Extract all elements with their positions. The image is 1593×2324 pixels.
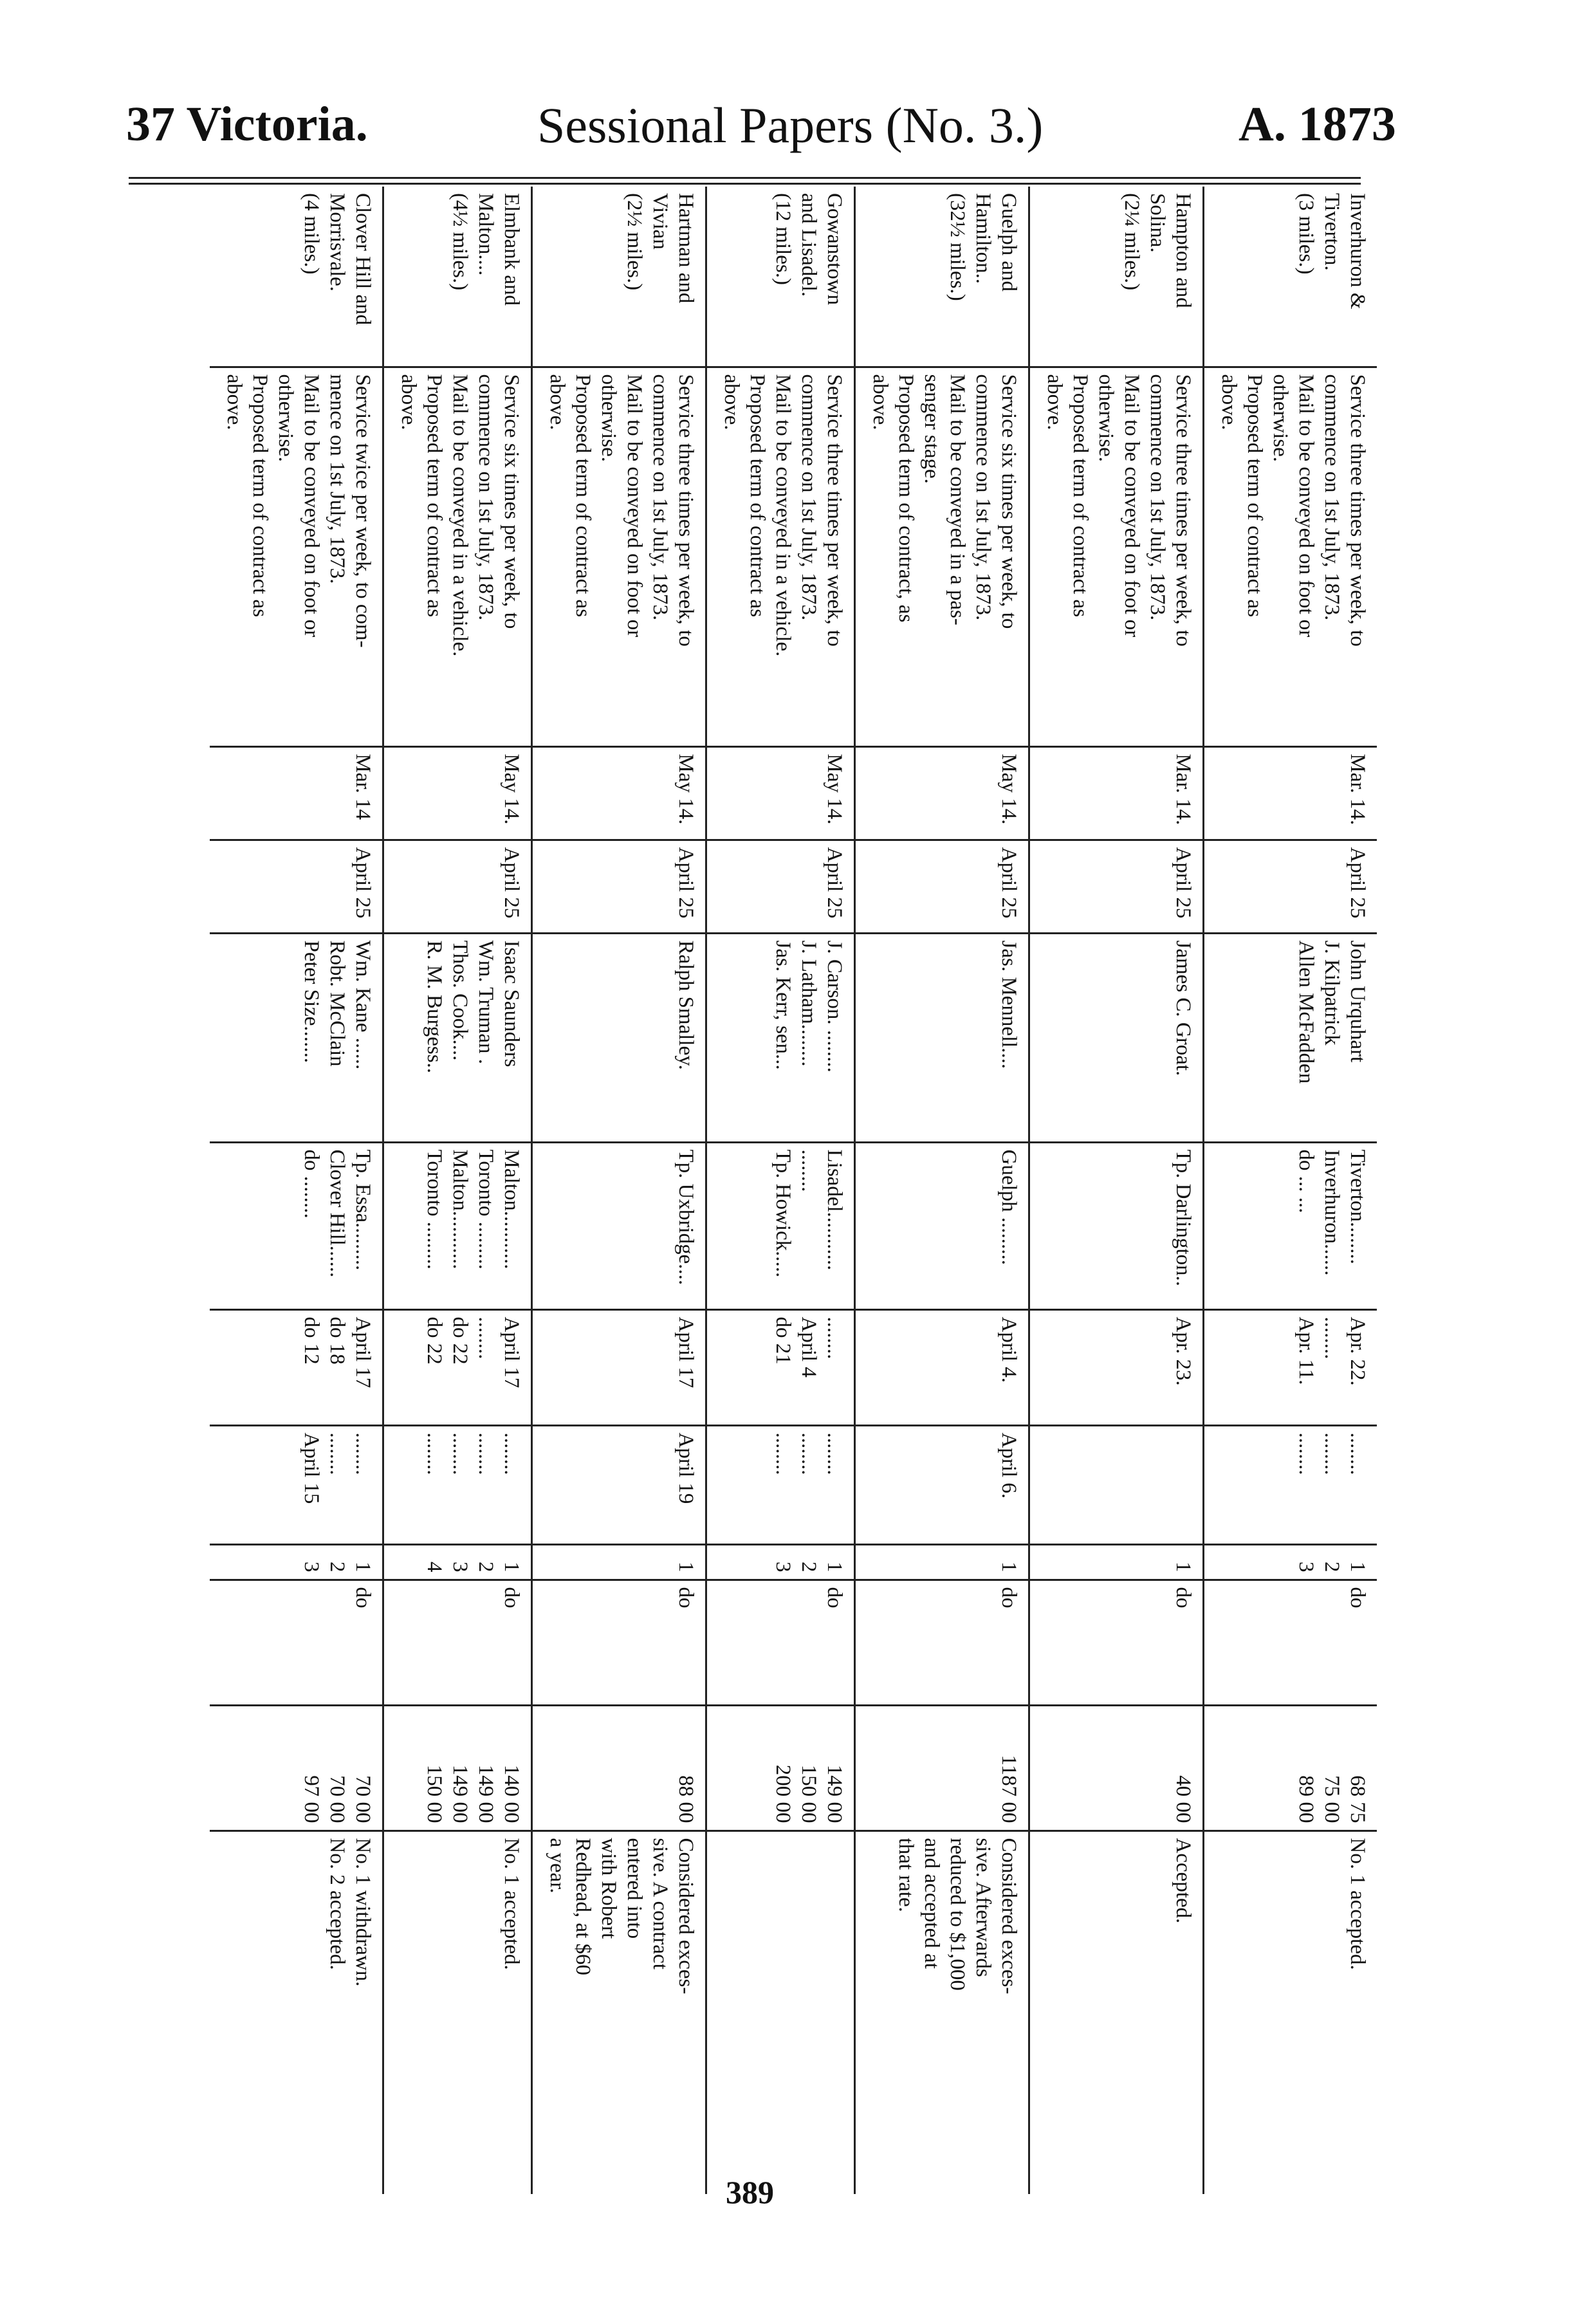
names-line: Wm. Truman . — [474, 940, 497, 1065]
service-line: above. — [1043, 374, 1066, 430]
route-line: (4 miles.) — [300, 193, 323, 275]
residence-line: Tp. Darlington.. — [1172, 1149, 1195, 1287]
dated-line: ........ — [474, 1316, 497, 1360]
remarks-line: sive. A contract — [649, 1838, 672, 1969]
closed-cell: April 25 — [1029, 840, 1204, 933]
residence-line: Inverhuron...... — [1320, 1149, 1343, 1276]
remarks-line: Considered exces- — [997, 1838, 1020, 1995]
amount-line: 70 00 — [326, 1775, 349, 1823]
received-line: ........ — [500, 1432, 523, 1475]
number-cell — [210, 1544, 383, 1580]
table-row — [383, 187, 532, 2194]
service-line: Service three times per week, to — [1172, 374, 1195, 647]
service-line: Proposed term of contract as — [1243, 374, 1266, 618]
service-cell — [855, 367, 1029, 746]
term-line: do — [1172, 1587, 1195, 1609]
service-line: otherwise. — [1094, 374, 1118, 463]
remarks-line: that rate. — [894, 1838, 917, 1912]
residence-line: Clover Hill...... — [326, 1149, 349, 1278]
closed-cell: April 25 — [855, 840, 1029, 933]
service-line: commence on 1st July, 1873. — [971, 374, 995, 621]
service-cell — [383, 367, 532, 746]
route-line: Guelph and — [997, 193, 1020, 292]
route-line: Hampton and — [1172, 193, 1195, 308]
dated-line: April 17 — [351, 1316, 374, 1388]
route-line: and Lisadel. — [797, 193, 820, 297]
names-cell — [532, 933, 706, 1142]
remarks-cell — [383, 1831, 532, 2194]
service-line: otherwise. — [1269, 374, 1292, 463]
number-line: 2 — [1320, 1562, 1343, 1572]
amount-line: 149 00 — [448, 1764, 472, 1823]
tender-table-body — [210, 187, 1377, 2194]
amount-cell — [532, 1705, 706, 1831]
service-line: Proposed term of contract as — [746, 374, 769, 618]
residence-line: do ... ... — [1294, 1149, 1318, 1213]
names-line: Allen McFadden — [1294, 940, 1318, 1084]
names-line: Robt. McClain — [326, 940, 349, 1067]
received-cell — [532, 1425, 706, 1544]
received-cell — [210, 1425, 383, 1544]
names-cell — [1029, 933, 1204, 1142]
route-line: Clover Hill and — [351, 193, 374, 326]
residence-line: Tiverton........ — [1346, 1149, 1369, 1264]
received-line: ........ — [1346, 1432, 1369, 1475]
amount-cell — [1029, 1705, 1204, 1831]
number-cell — [1029, 1544, 1204, 1580]
amount-line: 150 00 — [423, 1764, 446, 1823]
remarks-line: entered into — [623, 1838, 646, 1939]
amount-line: 97 00 — [300, 1775, 323, 1823]
service-line: commence on 1st July, 1873. — [474, 374, 497, 621]
header-title: Sessional Papers (No. 3.) — [537, 97, 1044, 153]
term-cell — [855, 1580, 1029, 1705]
service-cell — [210, 367, 383, 746]
dated-line: ........ — [1320, 1316, 1343, 1360]
dated-cell — [210, 1309, 383, 1425]
residence-line: Malton........... — [448, 1149, 472, 1269]
route-cell — [706, 187, 855, 367]
received-line: ........ — [1294, 1432, 1318, 1475]
number-line: 1 — [823, 1562, 846, 1572]
dated-line: do 21 — [771, 1316, 795, 1365]
remarks-cell — [1029, 1831, 1204, 2194]
amount-line: 200 00 — [771, 1764, 795, 1823]
route-line: Vivian — [649, 193, 672, 250]
route-line: Solina. — [1146, 193, 1169, 253]
residence-line: Toronto ......... — [423, 1149, 446, 1270]
amount-line: 68 75 — [1346, 1775, 1369, 1823]
service-line: Service six times per week, to — [500, 374, 523, 629]
amount-cell — [210, 1705, 383, 1831]
header-right: A. 1873 — [1238, 97, 1396, 151]
residence-cell — [383, 1142, 532, 1309]
service-line: Service three times per week, to — [823, 374, 846, 647]
dated-line: April 17 — [500, 1316, 523, 1388]
term-cell — [210, 1580, 383, 1705]
received-line: ........ — [326, 1432, 349, 1475]
dated-cell — [855, 1309, 1029, 1425]
tender-table-rotated — [129, 187, 1377, 2194]
route-cell — [532, 187, 706, 367]
number-line: 4 — [423, 1562, 446, 1572]
service-cell — [1204, 367, 1377, 746]
dated-line: Apr. 23. — [1172, 1316, 1195, 1386]
term-line: do — [823, 1587, 846, 1609]
remarks-cell — [1204, 1831, 1377, 2194]
route-cell — [855, 187, 1029, 367]
service-line: above. — [397, 374, 420, 430]
route-line: Hamilton.. — [971, 193, 995, 284]
term-line: do — [500, 1587, 523, 1609]
dated-line: April 17 — [674, 1316, 697, 1388]
number-line: 1 — [1346, 1562, 1369, 1572]
number-line: 1 — [351, 1562, 374, 1572]
service-line: commence on 1st July, 1873. — [797, 374, 820, 621]
remarks-line: sive. Afterwards — [971, 1838, 995, 1977]
service-line: commence on 1st July, 1873. — [1146, 374, 1169, 621]
service-line: Proposed term of contract as — [1069, 374, 1092, 618]
route-line: Tiverton. — [1320, 193, 1343, 271]
names-cell — [706, 933, 855, 1142]
received-line: April 15 — [300, 1432, 323, 1504]
residence-line: ........ — [797, 1149, 820, 1192]
names-cell — [210, 933, 383, 1142]
service-line: Mail to be conveyed on foot or — [1120, 374, 1143, 638]
residence-line: Tp. Essa......... — [351, 1149, 374, 1271]
names-line: Peter Size....... — [300, 940, 323, 1064]
names-line: Wm. Kane ...... — [351, 940, 374, 1070]
amount-line: 149 00 — [474, 1764, 497, 1823]
number-line: 2 — [797, 1562, 820, 1572]
number-cell — [532, 1544, 706, 1580]
dated-line: ........ — [823, 1316, 846, 1360]
dated-line: April 4. — [997, 1316, 1020, 1383]
received-line: ........ — [448, 1432, 472, 1475]
names-cell — [383, 933, 532, 1142]
route-line: Elmbank and — [500, 193, 523, 306]
table-row — [855, 187, 1029, 2194]
table-row — [706, 187, 855, 2194]
header-left: 37 Victoria. — [126, 97, 368, 151]
closed-cell: April 25 — [532, 840, 706, 933]
dated-line: do 12 — [300, 1316, 323, 1365]
number-cell — [1204, 1544, 1377, 1580]
advertised-cell: May 14. — [532, 746, 706, 840]
remarks-cell — [706, 1831, 855, 2194]
amount-line: 70 00 — [351, 1775, 374, 1823]
service-line: Proposed term of contract as — [248, 374, 272, 618]
term-line: do — [351, 1587, 374, 1609]
route-line: (2½ miles.) — [623, 193, 646, 291]
table-row — [1029, 187, 1204, 2194]
remarks-line: Accepted. — [1172, 1838, 1195, 1924]
amount-line: 150 00 — [797, 1764, 820, 1823]
names-line: James C. Groat. — [1172, 940, 1195, 1076]
names-line: Ralph Smalley. — [674, 940, 697, 1070]
received-line: ........ — [771, 1432, 795, 1475]
dated-line: Apr. 11. — [1294, 1316, 1318, 1385]
dated-line: do 22 — [423, 1316, 446, 1365]
service-line: Mail to be conveyed in a vehicle. — [448, 374, 472, 657]
service-line: otherwise. — [597, 374, 620, 463]
advertised-cell: Mar. 14. — [1204, 746, 1377, 840]
closed-cell: April 25 — [1204, 840, 1377, 933]
number-line: 1 — [1172, 1562, 1195, 1572]
received-line: April 6. — [997, 1432, 1020, 1499]
residence-line: Tp. Howick..... — [771, 1149, 795, 1278]
route-line: (12 miles.) — [771, 193, 795, 285]
service-line: Service twice per week, to com- — [351, 374, 374, 648]
route-line: (3 miles.) — [1294, 193, 1318, 275]
dated-line: do 22 — [448, 1316, 472, 1365]
header-rule-top — [129, 177, 1361, 179]
service-line: above. — [720, 374, 743, 430]
received-cell — [1204, 1425, 1377, 1544]
residence-cell — [855, 1142, 1029, 1309]
residence-cell — [1204, 1142, 1377, 1309]
names-line: J. Kilpatrick — [1320, 940, 1343, 1046]
residence-line: do ........ — [300, 1149, 323, 1219]
remarks-line: a year. — [546, 1838, 569, 1894]
number-line: 2 — [326, 1562, 349, 1572]
service-line: above. — [1217, 374, 1240, 430]
route-line: (2¼ miles.) — [1120, 193, 1143, 291]
residence-line: Tp. Uxbridge.... — [674, 1149, 697, 1286]
route-line: Inverhuron & — [1346, 193, 1369, 309]
service-line: Proposed term of contract, as — [894, 374, 917, 623]
term-cell — [706, 1580, 855, 1705]
service-cell — [706, 367, 855, 746]
term-line: do — [1346, 1587, 1369, 1609]
names-line: R. M. Burgess.. — [423, 940, 446, 1074]
dated-cell — [532, 1309, 706, 1425]
names-line: Jas. Kerr, sen... — [771, 940, 795, 1070]
names-line: Isaac Saunders — [500, 940, 523, 1067]
service-line: above. — [223, 374, 246, 430]
remarks-line: No. 1 withdrawn. — [351, 1838, 374, 1987]
route-cell — [210, 187, 383, 367]
received-line: ........ — [474, 1432, 497, 1475]
names-line: J. Latham........ — [797, 940, 820, 1067]
remarks-line: Considered exces- — [674, 1838, 697, 1995]
term-cell — [383, 1580, 532, 1705]
dated-line: April 4 — [797, 1316, 820, 1378]
amount-line: 40 00 — [1172, 1775, 1195, 1823]
table-row — [1204, 187, 1377, 2194]
advertised-cell: Mar. 14 — [210, 746, 383, 840]
number-cell — [383, 1544, 532, 1580]
route-cell — [383, 187, 532, 367]
closed-cell: April 25 — [210, 840, 383, 933]
number-line: 3 — [448, 1562, 472, 1572]
number-line: 1 — [997, 1562, 1020, 1572]
residence-cell — [210, 1142, 383, 1309]
service-line: mence on 1st July, 1873. — [326, 374, 349, 584]
received-cell — [855, 1425, 1029, 1544]
service-line: Mail to be conveyed in a vehicle. — [771, 374, 795, 657]
amount-cell — [1204, 1705, 1377, 1831]
dated-cell — [706, 1309, 855, 1425]
remarks-line: No. 1 accepted. — [1346, 1838, 1369, 1970]
amount-line: 89 00 — [1294, 1775, 1318, 1823]
page-number: 389 — [726, 2174, 774, 2210]
route-cell — [1029, 187, 1204, 367]
number-line: 3 — [771, 1562, 795, 1572]
service-line: Service three times per week, to — [674, 374, 697, 647]
remarks-line: No. 1 accepted. — [500, 1838, 523, 1970]
dated-line: do 18 — [326, 1316, 349, 1365]
service-cell — [532, 367, 706, 746]
term-cell — [532, 1580, 706, 1705]
names-line: John Urquhart — [1346, 940, 1369, 1063]
received-line: April 19 — [674, 1432, 697, 1504]
number-line: 1 — [674, 1562, 697, 1572]
service-line: Proposed term of contract as — [423, 374, 446, 618]
dated-line: Apr. 22. — [1346, 1316, 1369, 1386]
remarks-line: and accepted at — [920, 1838, 943, 1969]
term-line: do — [674, 1587, 697, 1609]
number-line: 2 — [474, 1562, 497, 1572]
names-cell — [1204, 933, 1377, 1142]
table-row — [532, 187, 706, 2194]
amount-line: 1187 00 — [997, 1755, 1020, 1823]
residence-line: Lisadel........... — [823, 1149, 846, 1271]
received-line: ........ — [423, 1432, 446, 1475]
service-line: Mail to be conveyed in a pas- — [946, 374, 969, 625]
dated-cell — [1204, 1309, 1377, 1425]
advertised-cell: May 14. — [706, 746, 855, 840]
remarks-cell — [532, 1831, 706, 2194]
amount-cell — [855, 1705, 1029, 1831]
dated-cell — [383, 1309, 532, 1425]
route-line: Morrisvale. — [326, 193, 349, 292]
table-row — [210, 187, 383, 2194]
amount-line: 88 00 — [674, 1775, 697, 1823]
service-line: Mail to be conveyed on foot or — [1294, 374, 1318, 638]
names-cell — [855, 933, 1029, 1142]
service-line: Mail to be conveyed on foot or — [300, 374, 323, 638]
route-line: (4½ miles.) — [448, 193, 472, 291]
received-cell — [706, 1425, 855, 1544]
remarks-cell — [855, 1831, 1029, 2194]
received-line: ........ — [351, 1432, 374, 1475]
amount-cell — [383, 1705, 532, 1831]
term-line: do — [997, 1587, 1020, 1609]
service-line: senger stage. — [920, 374, 943, 484]
amount-line: 75 00 — [1320, 1775, 1343, 1823]
service-line: above. — [546, 374, 569, 430]
residence-cell — [706, 1142, 855, 1309]
residence-line: Toronto ......... — [474, 1149, 497, 1270]
residence-cell — [532, 1142, 706, 1309]
dated-cell — [1029, 1309, 1204, 1425]
route-line: Gowanstown — [823, 193, 846, 306]
advertised-cell: Mar. 14. — [1029, 746, 1204, 840]
remarks-line: reduced to $1,000 — [946, 1838, 969, 1991]
received-line: ........ — [1320, 1432, 1343, 1475]
service-line: Proposed term of contract as — [571, 374, 594, 618]
header-rule-bottom — [129, 183, 1361, 185]
service-line: otherwise. — [274, 374, 297, 463]
term-cell — [1029, 1580, 1204, 1705]
number-line: 3 — [1294, 1562, 1318, 1572]
received-line: ........ — [797, 1432, 820, 1475]
amount-line: 149 00 — [823, 1764, 846, 1823]
route-line: Hartman and — [674, 193, 697, 304]
route-line: Malton.... — [474, 193, 497, 276]
advertised-cell: May 14. — [383, 746, 532, 840]
number-cell — [706, 1544, 855, 1580]
route-cell — [1204, 187, 1377, 367]
names-line: Jas. Mennell.... — [997, 940, 1020, 1069]
names-line: Thos. Cook.... — [448, 940, 472, 1061]
remarks-line: with Robert — [597, 1838, 620, 1939]
advertised-cell: May 14. — [855, 746, 1029, 840]
received-line: ........ — [823, 1432, 846, 1475]
residence-line: Guelph ......... — [997, 1149, 1020, 1266]
service-cell — [1029, 367, 1204, 746]
amount-cell — [706, 1705, 855, 1831]
service-line: above. — [869, 374, 892, 430]
received-cell — [383, 1425, 532, 1544]
term-cell — [1204, 1580, 1377, 1705]
remarks-line: No. 2 accepted. — [326, 1838, 349, 1970]
remarks-line: Redhead, at $60 — [571, 1838, 594, 1976]
number-line: 1 — [500, 1562, 523, 1572]
amount-line: 140 00 — [500, 1764, 523, 1823]
service-line: Service three times per week, to — [1346, 374, 1369, 647]
residence-line: Malton........... — [500, 1149, 523, 1269]
tender-table — [210, 187, 1377, 2194]
received-cell — [1029, 1425, 1204, 1544]
number-line: 3 — [300, 1562, 323, 1572]
closed-cell: April 25 — [706, 840, 855, 933]
names-line: J. Carson. ........ — [823, 940, 846, 1073]
number-cell — [855, 1544, 1029, 1580]
residence-cell — [1029, 1142, 1204, 1309]
route-line: (32½ miles.) — [946, 193, 969, 301]
service-line: commence on 1st July, 1873. — [1320, 374, 1343, 621]
service-line: Mail to be conveyed on foot or — [623, 374, 646, 638]
service-line: commence on 1st July, 1873. — [649, 374, 672, 621]
remarks-cell — [210, 1831, 383, 2194]
closed-cell: April 25 — [383, 840, 532, 933]
service-line: Service six times per week, to — [997, 374, 1020, 629]
